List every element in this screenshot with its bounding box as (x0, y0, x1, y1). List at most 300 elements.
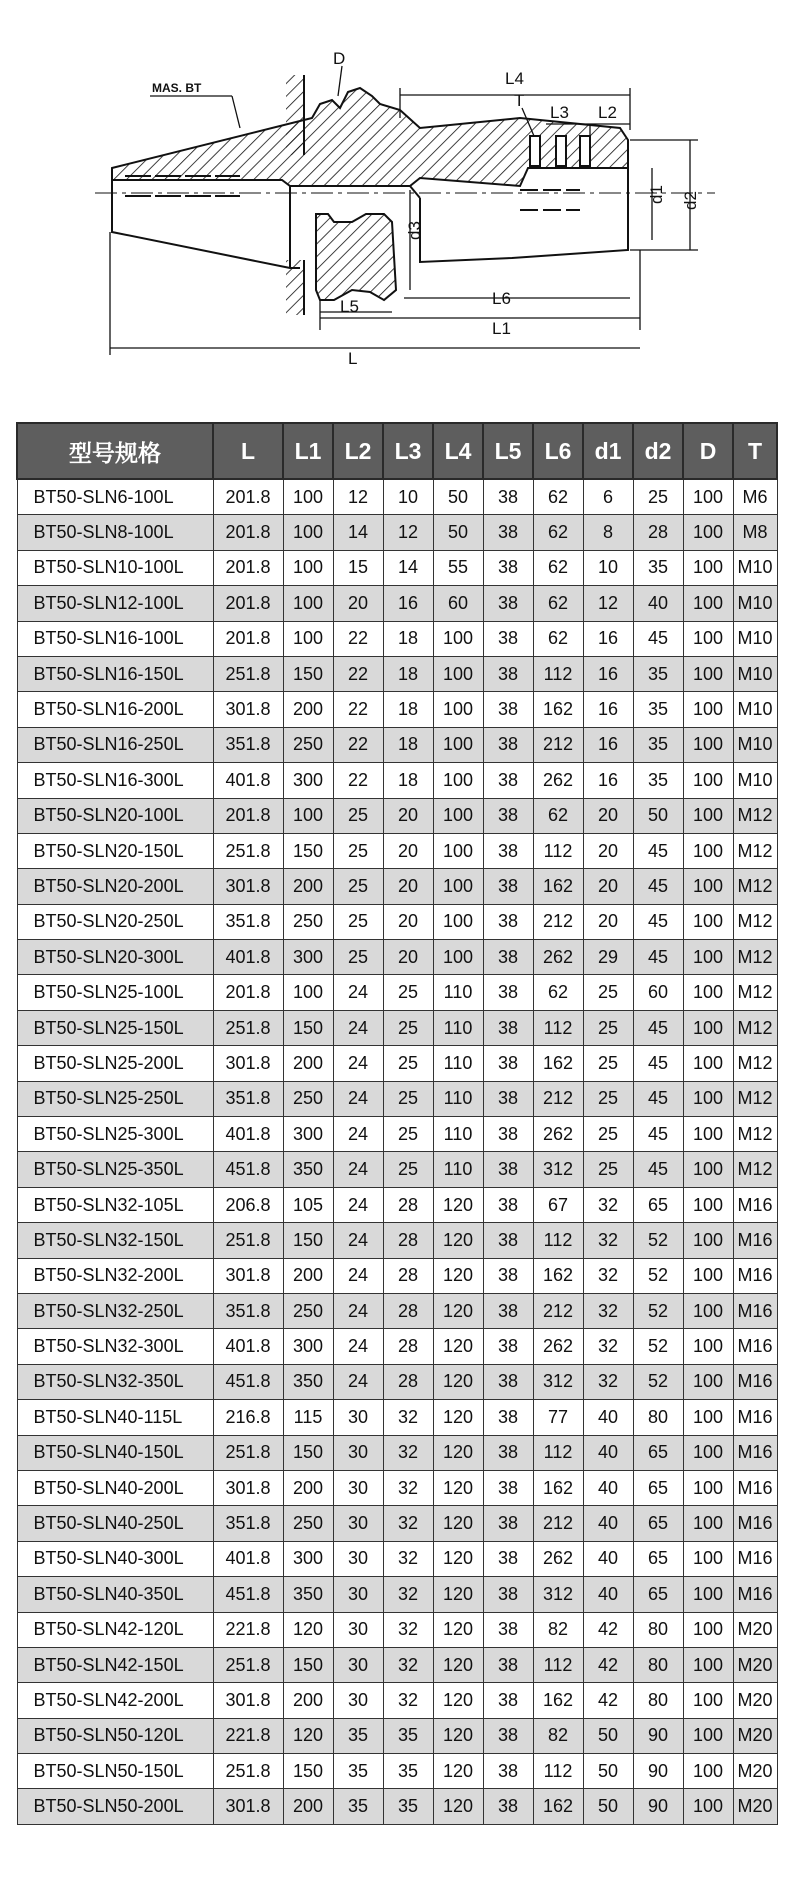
table-cell: 221.8 (213, 1718, 283, 1753)
table-cell: 35 (333, 1754, 383, 1789)
table-cell: 25 (333, 833, 383, 868)
table-cell: 301.8 (213, 869, 283, 904)
table-cell: 162 (533, 869, 583, 904)
table-cell: 38 (483, 1577, 533, 1612)
table-cell: 100 (433, 727, 483, 762)
model-cell: BT50-SLN25-350L (17, 1152, 213, 1187)
table-cell: 38 (483, 727, 533, 762)
table-cell: 120 (433, 1187, 483, 1222)
table-cell: 350 (283, 1152, 333, 1187)
table-cell: 25 (383, 1046, 433, 1081)
table-cell: 30 (333, 1435, 383, 1470)
table-cell: 40 (583, 1400, 633, 1435)
label-D: D (333, 49, 346, 68)
table-cell: 32 (583, 1187, 633, 1222)
table-row (17, 1400, 777, 1435)
model-cell: BT50-SLN20-150L (17, 833, 213, 868)
table-cell: 16 (583, 621, 633, 656)
table-cell: 35 (383, 1789, 433, 1824)
table-cell: 25 (583, 1046, 633, 1081)
table-cell: 20 (583, 869, 633, 904)
table-cell: 35 (633, 550, 683, 585)
table-cell: 201.8 (213, 975, 283, 1010)
table-cell: M16 (733, 1329, 777, 1364)
table-cell: 120 (433, 1223, 483, 1258)
table-cell: 162 (533, 1683, 583, 1718)
model-cell: BT50-SLN20-100L (17, 798, 213, 833)
table-cell: 25 (583, 1117, 633, 1152)
table-cell: 25 (333, 798, 383, 833)
table-cell: 120 (433, 1364, 483, 1399)
table-cell: 38 (483, 763, 533, 798)
table-cell: 251.8 (213, 833, 283, 868)
table-cell: 110 (433, 1046, 483, 1081)
table-cell: 38 (483, 869, 533, 904)
table-cell: 55 (433, 550, 483, 585)
table-cell: 200 (283, 1258, 333, 1293)
table-cell: 52 (633, 1223, 683, 1258)
table-row (17, 1612, 777, 1647)
table-row (17, 692, 777, 727)
table-row (17, 1293, 777, 1328)
table-cell: 45 (633, 1010, 683, 1045)
table-cell: 80 (633, 1647, 683, 1682)
table-cell: 24 (333, 1258, 383, 1293)
table-cell: 100 (683, 515, 733, 550)
column-header: D (683, 423, 733, 479)
table-cell: 112 (533, 1010, 583, 1045)
table-row (17, 1647, 777, 1682)
table-cell: 100 (683, 904, 733, 939)
model-cell: BT50-SLN32-150L (17, 1223, 213, 1258)
table-cell: 150 (283, 1754, 333, 1789)
model-cell: BT50-SLN16-300L (17, 763, 213, 798)
table-cell: 112 (533, 833, 583, 868)
table-cell: 25 (383, 1152, 433, 1187)
table-cell: 32 (583, 1293, 633, 1328)
model-cell: BT50-SLN40-300L (17, 1541, 213, 1576)
table-cell: 250 (283, 1506, 333, 1541)
table-cell: 100 (283, 975, 333, 1010)
table-cell: 22 (333, 763, 383, 798)
table-row (17, 1081, 777, 1116)
table-cell: 301.8 (213, 1046, 283, 1081)
table-cell: 32 (383, 1612, 433, 1647)
table-row (17, 798, 777, 833)
model-cell: BT50-SLN32-250L (17, 1293, 213, 1328)
table-cell: 100 (683, 586, 733, 621)
table-cell: 112 (533, 656, 583, 691)
table-cell: 120 (283, 1718, 333, 1753)
table-cell: 45 (633, 621, 683, 656)
model-cell: BT50-SLN25-300L (17, 1117, 213, 1152)
table-cell: 14 (383, 550, 433, 585)
table-row (17, 975, 777, 1010)
table-cell: M12 (733, 904, 777, 939)
table-cell: 16 (383, 586, 433, 621)
table-cell: 52 (633, 1293, 683, 1328)
table-cell: 100 (683, 1293, 733, 1328)
table-cell: 162 (533, 1046, 583, 1081)
label-L2: L2 (598, 103, 617, 122)
table-row (17, 1152, 777, 1187)
table-cell: 32 (383, 1683, 433, 1718)
table-cell: 401.8 (213, 763, 283, 798)
model-cell: BT50-SLN16-150L (17, 656, 213, 691)
table-cell: 32 (383, 1470, 433, 1505)
table-cell: 120 (433, 1612, 483, 1647)
table-row (17, 869, 777, 904)
table-cell: 32 (583, 1258, 633, 1293)
table-cell: 120 (433, 1506, 483, 1541)
table-cell: 38 (483, 1718, 533, 1753)
table-cell: 40 (583, 1506, 633, 1541)
table-cell: 28 (633, 515, 683, 550)
table-cell: 451.8 (213, 1577, 283, 1612)
table-cell: 350 (283, 1364, 333, 1399)
table-cell: 25 (583, 1010, 633, 1045)
table-cell: 38 (483, 1046, 533, 1081)
table-cell: 38 (483, 833, 533, 868)
table-cell: 62 (533, 479, 583, 515)
table-cell: 38 (483, 1258, 533, 1293)
table-cell: 10 (383, 479, 433, 515)
table-cell: 120 (433, 1435, 483, 1470)
table-row (17, 1046, 777, 1081)
table-cell: 206.8 (213, 1187, 283, 1222)
table-row (17, 1470, 777, 1505)
table-cell: 100 (433, 763, 483, 798)
table-cell: 100 (433, 869, 483, 904)
table-cell: 312 (533, 1152, 583, 1187)
table-cell: 100 (683, 727, 733, 762)
column-header: d1 (583, 423, 633, 479)
table-cell: 65 (633, 1541, 683, 1576)
table-cell: 16 (583, 763, 633, 798)
table-cell: 100 (683, 1364, 733, 1399)
table-cell: 30 (333, 1647, 383, 1682)
table-cell: 50 (433, 479, 483, 515)
table-cell: 112 (533, 1435, 583, 1470)
table-cell: M20 (733, 1612, 777, 1647)
table-cell: 24 (333, 1152, 383, 1187)
table-cell: 22 (333, 692, 383, 727)
table-cell: M10 (733, 550, 777, 585)
table-cell: 150 (283, 833, 333, 868)
table-cell: 251.8 (213, 656, 283, 691)
table-cell: 40 (583, 1577, 633, 1612)
table-cell: 35 (333, 1718, 383, 1753)
table-cell: 62 (533, 586, 583, 621)
model-cell: BT50-SLN20-250L (17, 904, 213, 939)
table-cell: 25 (583, 1081, 633, 1116)
table-cell: 162 (533, 1470, 583, 1505)
table-cell: 38 (483, 1187, 533, 1222)
table-cell: 50 (633, 798, 683, 833)
column-header: 型号规格 (17, 423, 213, 479)
label-d3: d3 (405, 221, 424, 240)
table-cell: 350 (283, 1577, 333, 1612)
table-cell: 18 (383, 727, 433, 762)
table-row (17, 1435, 777, 1470)
table-cell: 100 (683, 1187, 733, 1222)
table-cell: M12 (733, 1081, 777, 1116)
table-cell: 20 (333, 586, 383, 621)
table-cell: 100 (683, 479, 733, 515)
model-cell: BT50-SLN10-100L (17, 550, 213, 585)
table-cell: 42 (583, 1612, 633, 1647)
table-cell: 120 (433, 1541, 483, 1576)
table-cell: 90 (633, 1718, 683, 1753)
label-L1: L1 (492, 319, 511, 338)
table-cell: 262 (533, 940, 583, 975)
table-cell: 201.8 (213, 621, 283, 656)
table-cell: 110 (433, 1152, 483, 1187)
table-cell: 162 (533, 1789, 583, 1824)
table-cell: 16 (583, 656, 633, 691)
table-cell: 100 (683, 1470, 733, 1505)
model-cell: BT50-SLN20-300L (17, 940, 213, 975)
table-cell: 201.8 (213, 550, 283, 585)
table-cell: 52 (633, 1364, 683, 1399)
table-cell: 62 (533, 515, 583, 550)
table-cell: 351.8 (213, 1293, 283, 1328)
table-cell: M16 (733, 1293, 777, 1328)
table-cell: 40 (583, 1435, 633, 1470)
table-cell: 22 (333, 727, 383, 762)
table-cell: 112 (533, 1223, 583, 1258)
table-row (17, 515, 777, 550)
table-cell: 62 (533, 550, 583, 585)
table-cell: 100 (283, 798, 333, 833)
column-header: L2 (333, 423, 383, 479)
table-row (17, 479, 777, 515)
model-cell: BT50-SLN40-115L (17, 1400, 213, 1435)
table-cell: M20 (733, 1754, 777, 1789)
model-cell: BT50-SLN25-150L (17, 1010, 213, 1045)
table-cell: 38 (483, 1223, 533, 1258)
table-cell: 100 (683, 1541, 733, 1576)
table-cell: 150 (283, 1223, 333, 1258)
table-cell: M16 (733, 1506, 777, 1541)
table-cell: 82 (533, 1612, 583, 1647)
table-row (17, 656, 777, 691)
table-cell: M16 (733, 1435, 777, 1470)
table-cell: 401.8 (213, 1541, 283, 1576)
table-cell: 401.8 (213, 1329, 283, 1364)
column-header: L1 (283, 423, 333, 479)
table-cell: 20 (383, 869, 433, 904)
model-cell: BT50-SLN40-350L (17, 1577, 213, 1612)
table-row (17, 727, 777, 762)
table-cell: 301.8 (213, 1789, 283, 1824)
table-cell: 100 (683, 692, 733, 727)
table-cell: 301.8 (213, 1258, 283, 1293)
table-row (17, 940, 777, 975)
table-cell: 50 (583, 1754, 633, 1789)
table-cell: 38 (483, 1612, 533, 1647)
table-cell: 65 (633, 1577, 683, 1612)
table-cell: 216.8 (213, 1400, 283, 1435)
table-cell: 14 (333, 515, 383, 550)
table-cell: 28 (383, 1187, 433, 1222)
column-header: L (213, 423, 283, 479)
column-header: L3 (383, 423, 433, 479)
table-cell: 32 (383, 1435, 433, 1470)
table-cell: 28 (383, 1329, 433, 1364)
table-cell: 45 (633, 904, 683, 939)
table-cell: 24 (333, 1117, 383, 1152)
table-cell: 105 (283, 1187, 333, 1222)
table-cell: 150 (283, 1010, 333, 1045)
table-cell: 100 (683, 1329, 733, 1364)
table-cell: M20 (733, 1683, 777, 1718)
spec-table (16, 422, 778, 1825)
table-cell: 162 (533, 692, 583, 727)
table-cell: 301.8 (213, 692, 283, 727)
table-cell: M16 (733, 1400, 777, 1435)
table-cell: 251.8 (213, 1010, 283, 1045)
table-cell: M8 (733, 515, 777, 550)
table-cell: M16 (733, 1258, 777, 1293)
table-cell: 38 (483, 940, 533, 975)
table-cell: 100 (433, 798, 483, 833)
table-cell: 100 (683, 1577, 733, 1612)
table-cell: 100 (683, 550, 733, 585)
table-cell: 20 (383, 833, 433, 868)
table-cell: 201.8 (213, 479, 283, 515)
table-cell: M16 (733, 1470, 777, 1505)
table-cell: 62 (533, 621, 583, 656)
table-cell: 45 (633, 869, 683, 904)
flange (316, 214, 396, 300)
table-cell: 30 (333, 1506, 383, 1541)
table-cell: 35 (633, 727, 683, 762)
table-cell: 200 (283, 869, 333, 904)
table-cell: 115 (283, 1400, 333, 1435)
table-cell: 351.8 (213, 904, 283, 939)
model-cell: BT50-SLN42-120L (17, 1612, 213, 1647)
table-row (17, 1223, 777, 1258)
table-cell: 45 (633, 940, 683, 975)
table-cell: M12 (733, 1046, 777, 1081)
table-cell: 32 (383, 1577, 433, 1612)
table-cell: 18 (383, 763, 433, 798)
table-cell: 24 (333, 1081, 383, 1116)
table-cell: 100 (683, 1010, 733, 1045)
table-cell: 38 (483, 586, 533, 621)
table-cell: 262 (533, 763, 583, 798)
table-cell: 38 (483, 1400, 533, 1435)
table-cell: 200 (283, 1683, 333, 1718)
table-row (17, 1117, 777, 1152)
model-cell: BT50-SLN12-100L (17, 586, 213, 621)
table-row (17, 1541, 777, 1576)
table-cell: 100 (283, 479, 333, 515)
table-cell: 110 (433, 1010, 483, 1045)
table-row (17, 833, 777, 868)
table-cell: 38 (483, 798, 533, 833)
table-cell: 100 (683, 763, 733, 798)
table-cell: M16 (733, 1223, 777, 1258)
table-cell: 25 (333, 904, 383, 939)
table-cell: 100 (683, 833, 733, 868)
table-row (17, 1718, 777, 1753)
table-cell: 38 (483, 1435, 533, 1470)
model-cell: BT50-SLN40-200L (17, 1470, 213, 1505)
model-cell: BT50-SLN16-250L (17, 727, 213, 762)
label-L: L (348, 349, 358, 368)
table-cell: 212 (533, 904, 583, 939)
table-cell: 24 (333, 1223, 383, 1258)
table-cell: 24 (333, 1046, 383, 1081)
table-cell: 38 (483, 692, 533, 727)
table-cell: 38 (483, 515, 533, 550)
table-cell: 351.8 (213, 1506, 283, 1541)
table-cell: 120 (433, 1470, 483, 1505)
table-cell: 32 (383, 1400, 433, 1435)
model-cell: BT50-SLN42-200L (17, 1683, 213, 1718)
table-cell: 28 (383, 1293, 433, 1328)
table-row (17, 1789, 777, 1824)
table-cell: M16 (733, 1577, 777, 1612)
table-cell: 38 (483, 1754, 533, 1789)
table-cell: 77 (533, 1400, 583, 1435)
table-cell: M12 (733, 1010, 777, 1045)
table-cell: 52 (633, 1329, 683, 1364)
table-cell: 62 (533, 798, 583, 833)
table-cell: 32 (583, 1364, 633, 1399)
table-cell: 300 (283, 1541, 333, 1576)
model-cell: BT50-SLN40-150L (17, 1435, 213, 1470)
table-cell: 25 (583, 975, 633, 1010)
table-cell: 82 (533, 1718, 583, 1753)
table-cell: 67 (533, 1187, 583, 1222)
table-cell: 38 (483, 1293, 533, 1328)
table-cell: 18 (383, 621, 433, 656)
table-cell: 30 (333, 1577, 383, 1612)
column-header: L5 (483, 423, 533, 479)
table-cell: 201.8 (213, 798, 283, 833)
table-cell: 120 (433, 1258, 483, 1293)
table-cell: 120 (283, 1612, 333, 1647)
table-cell: 32 (583, 1329, 633, 1364)
table-cell: 120 (433, 1718, 483, 1753)
table-cell: 40 (583, 1470, 633, 1505)
table-cell: M10 (733, 656, 777, 691)
table-cell: 28 (383, 1258, 433, 1293)
label-L4: L4 (505, 69, 524, 88)
table-cell: 65 (633, 1506, 683, 1541)
table-cell: 451.8 (213, 1364, 283, 1399)
table-cell: 65 (633, 1470, 683, 1505)
table-cell: 100 (433, 904, 483, 939)
table-cell: 38 (483, 1081, 533, 1116)
table-cell: 25 (333, 940, 383, 975)
model-cell: BT50-SLN6-100L (17, 479, 213, 515)
column-header: T (733, 423, 777, 479)
table-cell: 12 (383, 515, 433, 550)
table-cell: 20 (583, 904, 633, 939)
table-cell: 38 (483, 1470, 533, 1505)
table-cell: 120 (433, 1647, 483, 1682)
table-cell: M12 (733, 833, 777, 868)
table-cell: 38 (483, 904, 533, 939)
table-cell: 60 (633, 975, 683, 1010)
table-cell: M10 (733, 692, 777, 727)
table-row (17, 1506, 777, 1541)
table-cell: M20 (733, 1647, 777, 1682)
